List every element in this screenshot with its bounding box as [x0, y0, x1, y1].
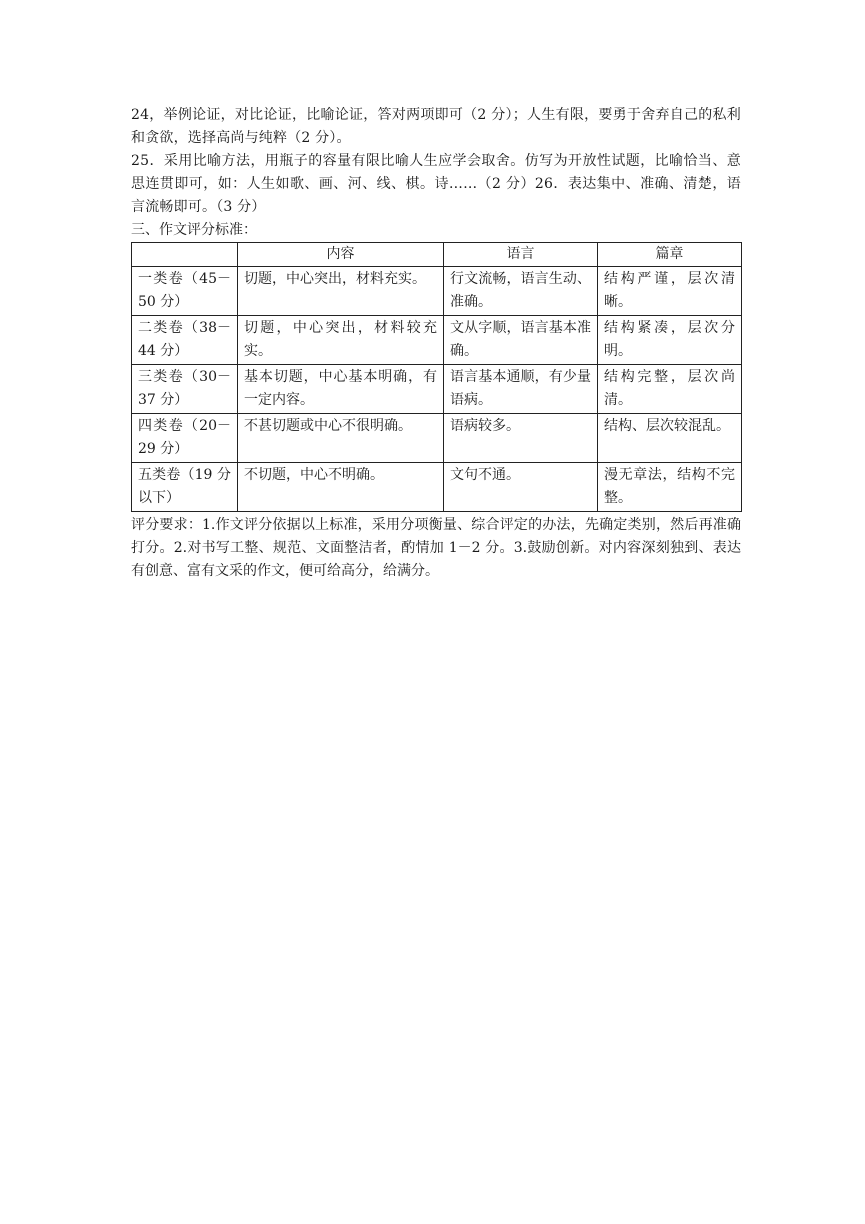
table-row [132, 267, 742, 316]
row-language: 文从字顺，语言基本准确。 [444, 316, 598, 365]
row-language: 行文流畅，语言生动、准确。 [444, 267, 598, 316]
grading-requirements: 评分要求：1.作文评分依据以上标准，采用分项衡量、综合评定的办法，先确定类别，然后再准确打分。2.对书写工整、规范、文面整洁者，酌情加 1－2 分。3.鼓励创新。对内容深刻独到、表达有创意、富有文采的作文，便可给高分，给满分。 [131, 517, 741, 579]
row-category: 二类卷（38－44 分） [132, 316, 238, 365]
row-content: 基本切题，中心基本明确，有一定内容。 [238, 365, 444, 414]
row-structure: 结构严谨，层次清晰。 [598, 267, 742, 316]
table-row [132, 414, 742, 463]
row-category: 三类卷（30－37 分） [132, 365, 238, 414]
table-row [132, 365, 742, 414]
row-content: 切题，中心突出，材料充实。 [238, 267, 444, 316]
row-category: 四类卷（20－29 分） [132, 414, 238, 463]
row-category: 五类卷（19 分以下） [132, 463, 238, 512]
document-body [131, 104, 741, 583]
row-content: 切题，中心突出，材料较充实。 [238, 316, 444, 365]
table-row [132, 316, 742, 365]
row-language: 语病较多。 [444, 414, 598, 463]
table-row [132, 463, 742, 512]
row-structure: 漫无章法，结构不完整。 [598, 463, 742, 512]
header-structure: 篇章 [598, 243, 742, 267]
header-content: 内容 [238, 243, 444, 267]
answer-25-26: 25．采用比喻方法，用瓶子的容量有限比喻人生应学会取舍。仿写为开放性试题，比喻恰当、意思连贯即可，如：人生如歌、画、河、线、棋。诗……（2 分）26．表达集中、准确、清楚，语言流畅即可。（3 分） [131, 153, 741, 215]
row-content: 不切题，中心不明确。 [238, 463, 444, 512]
row-language: 文句不通。 [444, 463, 598, 512]
row-content: 不甚切题或中心不很明确。 [238, 414, 444, 463]
row-structure: 结构紧凑，层次分明。 [598, 316, 742, 365]
header-blank [132, 243, 238, 267]
section-title: 三、作文评分标准： [131, 222, 257, 238]
row-category: 一类卷（45－50 分） [132, 267, 238, 316]
table-header-row [132, 243, 742, 267]
answer-24: 24，举例论证，对比论证，比喻论证，答对两项即可（2 分）；人生有限，要勇于舍弃自己的私利和贪欲，选择高尚与纯粹（2 分）。 [131, 107, 741, 146]
row-structure: 结构完整，层次尚清。 [598, 365, 742, 414]
row-language: 语言基本通顺，有少量语病。 [444, 365, 598, 414]
grading-table [131, 242, 742, 512]
row-structure: 结构、层次较混乱。 [598, 414, 742, 463]
header-language: 语言 [444, 243, 598, 267]
